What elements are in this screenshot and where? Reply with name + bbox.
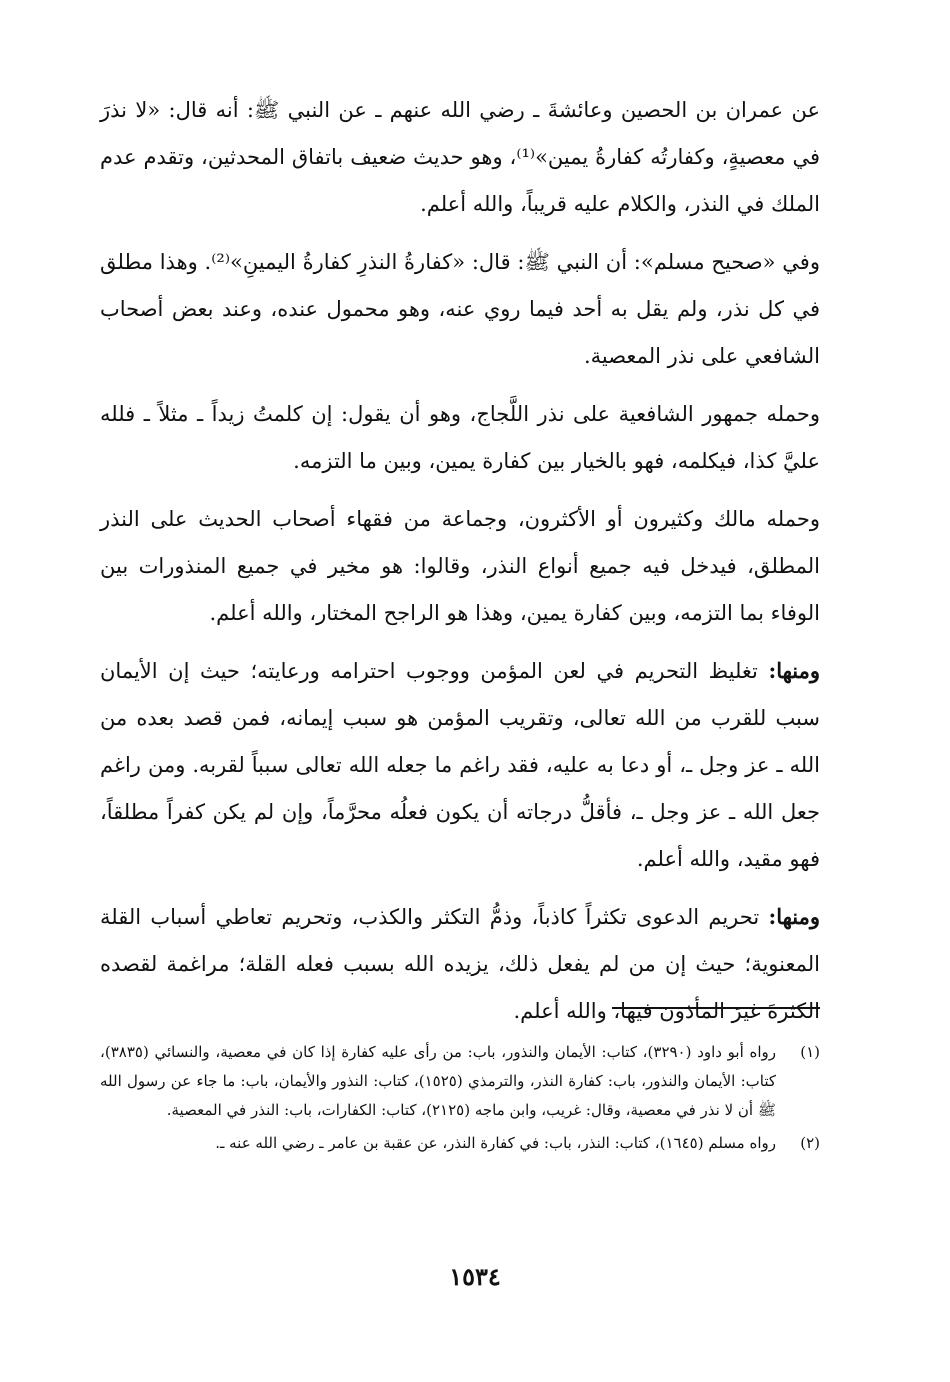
footnote-1 (100, 1038, 820, 1125)
paragraph-2 (100, 238, 820, 380)
main-text (100, 86, 820, 1045)
footnote-separator (612, 1007, 820, 1009)
paragraph-6 (100, 893, 820, 1035)
footnote-2 (100, 1129, 820, 1158)
paragraph-3 (100, 390, 820, 485)
paragraph-body: تغليظ التحريم في لعن المؤمن ووجوب احترامه ورعايته؛ حيث إن الأيمان سبب للقرب من الله تعالى، وتقريب المؤمن هو سبب إيمانه، فمن قصد بعده من الله ـ عز وجل ـ، أو دعا به عليه، فقد راغم ما جعله الله تعالى سبباً لقربه. ومن راغم جعل الله ـ عز وجل ـ، فأقلُّ درجاته أن يكون فعلُه محرَّماً، وإن لم يكن كفراً مطلقاً، فهو مقيد، والله أعلم. (100, 659, 820, 871)
paragraph-4 (100, 495, 820, 637)
paragraph-body: وفي «صحيح مسلم»: أن النبي ﷺ: قال: «كفارةُ النذرِ كفارةُ اليمينِ»⁽²⁾. وهذا مطلق في كل نذر، ولم يقل به أحد فيما روي عنه، وهو محمول عنده، وعند بعض أصحاب الشافعي على نذر المعصية. (100, 250, 820, 368)
paragraph-body: وحمله جمهور الشافعية على نذر اللَّجاج، وهو أن يقول: إن كلمتُ زيداً ـ مثلاً ـ فلله عليَّ كذا، فيكلمه، فهو بالخيار بين كفارة يمين، وبين ما التزمه. (100, 402, 820, 473)
paragraph-body: وحمله مالك وكثيرون أو الأكثرون، وجماعة من فقهاء أصحاب الحديث على النذر المطلق، فيدخل فيه جميع أنواع النذر، وقالوا: هو مخير في جميع المنذورات بين الوفاء بما التزمه، وبين كفارة يمين، وهذا هو الراجح المختار، والله أعلم. (100, 507, 820, 625)
paragraph-body: عن عمران بن الحصين وعائشةَ ـ رضي الله عنهم ـ عن النبي ﷺ: أنه قال: «لا نذرَ في معصيةٍ، وكفارتُه كفارةُ يمين»⁽¹⁾، وهو حديث ضعيف باتفاق المحدثين، وتقدم عدم الملك في النذر، والكلام عليه قريباً، والله أعلم. (100, 98, 820, 216)
paragraph-lead: ومنها: (768, 658, 820, 683)
page-number: ١٥٣٤ (449, 1262, 501, 1291)
footnote-number: (٢) (800, 1134, 820, 1152)
paragraph-lead: ومنها: (768, 904, 820, 929)
footnote-number: (١) (800, 1043, 820, 1061)
paragraph-1 (100, 86, 820, 228)
footnotes (100, 1038, 820, 1162)
paragraph-5 (100, 647, 820, 883)
paragraph-body: تحريم الدعوى تكثراً كاذباً، وذمُّ التكثر والكذب، وتحريم تعاطي أسباب القلة المعنوية؛ حيث إن من لم يفعل ذلك، يزيده الله بسبب فعله القلة؛ مراغمة لقصده الكثرةَ غيرَ المأذون فيها، والله أعلم. (100, 905, 820, 1023)
footnote-text: رواه أبو داود (٣٢٩٠)، كتاب: الأيمان والنذور، باب: من رأى عليه كفارة إذا كان في معصية، والنسائي (٣٨٣٥)، كتاب: الأيمان والنذور، باب: كفارة النذر، والترمذي (١٥٢٥)، كتاب: النذور والأيمان، باب: ما جاء عن رسول الله ﷺ أن لا نذر في معصية، وقال: غريب، وابن ماجه (٢١٢٥)، كتاب: الكفارات، باب: النذر في المعصية. (100, 1043, 776, 1119)
footnote-text: رواه مسلم (١٦٤٥)، كتاب: النذر، باب: في كفارة النذر، عن عقبة بن عامر ـ رضي الله عنه ـ. (215, 1134, 776, 1152)
